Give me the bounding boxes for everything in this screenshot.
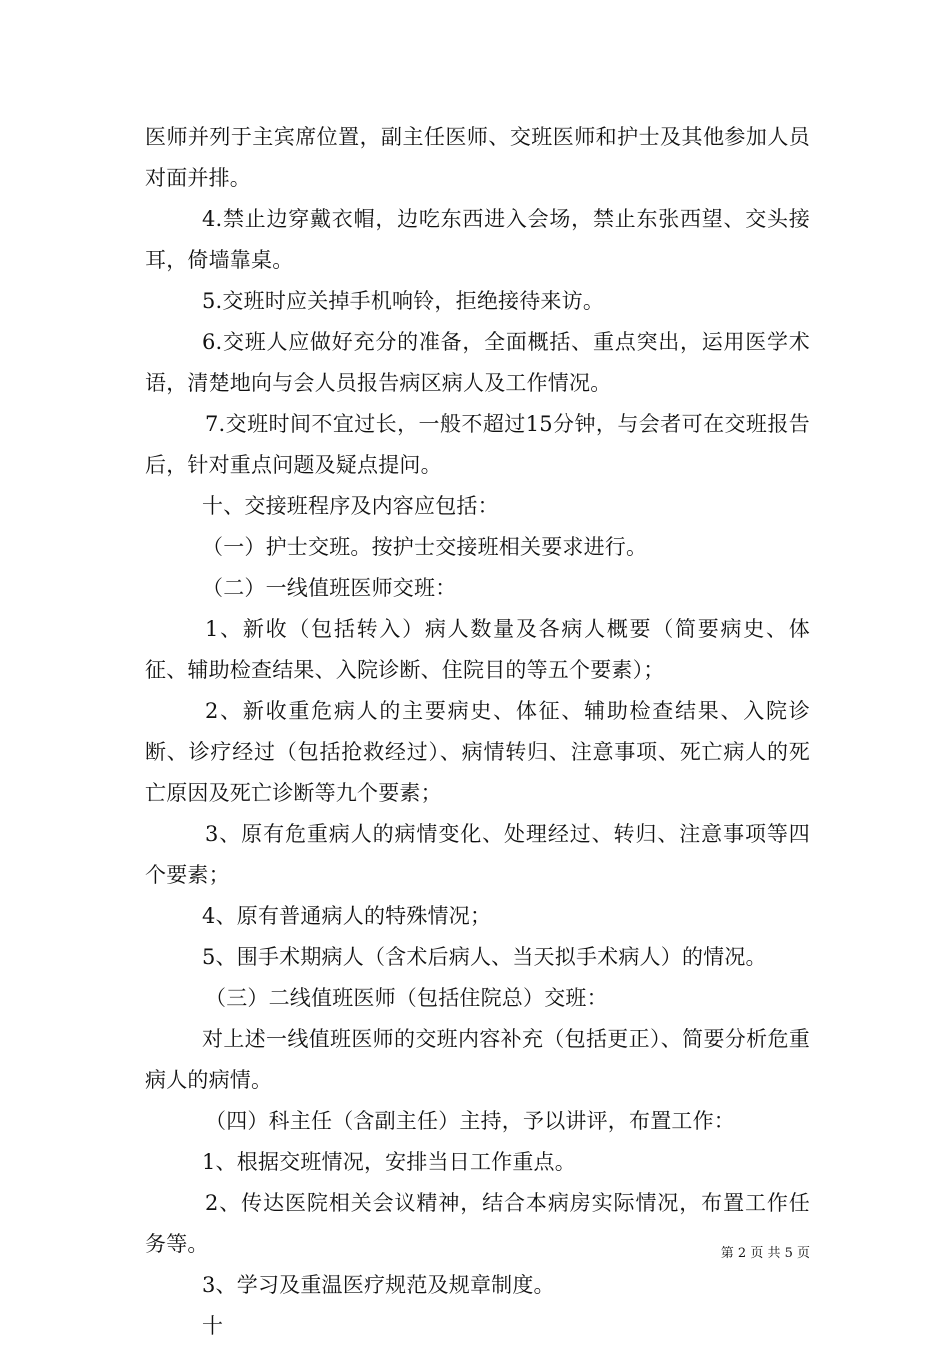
list-item: 2、新收重危病人的主要病史、体征、辅助检查结果、入院诊断、诊疗经过（包括抢救经过）、病情转归、注意事项、死亡病人的死亡原因及死亡诊断等九个要素；: [145, 699, 810, 805]
subsection-nurse-handover: （一）护士交班。按护士交接班相关要求进行。: [202, 535, 648, 559]
section-heading-eleven-fragment: 十: [202, 1314, 224, 1338]
list-item: 3、学习及重温医疗规范及规章制度。: [202, 1273, 555, 1297]
paragraph-rule-5: 5.交班时应关掉手机响铃，拒绝接待来访。: [202, 289, 605, 313]
subsection-director: （四）科主任（含副主任）主持，予以讲评，布置工作：: [205, 1109, 735, 1133]
paragraph-continuation: 医师并列于主宾席位置，副主任医师、交班医师和护士及其他参加人员对面并排。: [145, 125, 810, 190]
list-item: 1、新收（包括转入）病人数量及各病人概要（简要病史、体征、辅助检查结果、入院诊断、住院目的等五个要素）；: [145, 617, 810, 682]
list-item: 2、传达医院相关会议精神，结合本病房实际情况，布置工作任务等。: [145, 1191, 810, 1256]
paragraph-rule-7: 7.交班时间不宜过长，一般不超过15分钟，与会者可在交班报告后，针对重点问题及疑点提问。: [145, 412, 810, 477]
list-item: 1、根据交班情况，安排当日工作重点。: [202, 1150, 576, 1174]
list-item: 5、围手术期病人（含术后病人、当天拟手术病人）的情况。: [202, 945, 767, 969]
section-heading-ten: 十、交接班程序及内容应包括：: [202, 494, 499, 518]
paragraph-supplement: 对上述一线值班医师的交班内容补充（包括更正）、简要分析危重病人的病情。: [145, 1027, 810, 1092]
paragraph-rule-6: 6.交班人应做好充分的准备，全面概括、重点突出，运用医学术语，清楚地向与会人员报告病区病人及工作情况。: [145, 330, 810, 395]
list-item: 4、原有普通病人的特殊情况；: [202, 904, 492, 928]
paragraph-rule-4: 4.禁止边穿戴衣帽，边吃东西进入会场，禁止东张西望、交头接耳，倚墙靠桌。: [145, 207, 810, 272]
list-item: 3、原有危重病人的病情变化、处理经过、转归、注意事项等四个要素；: [145, 822, 810, 887]
subsection-first-line-doctor: （二）一线值班医师交班：: [202, 576, 457, 600]
page-number-footer: 第 2 页 共 5 页: [720, 1246, 810, 1261]
subsection-second-line-doctor: （三）二线值班医师（包括住院总）交班：: [205, 986, 608, 1010]
document-body: [145, 117, 810, 1347]
